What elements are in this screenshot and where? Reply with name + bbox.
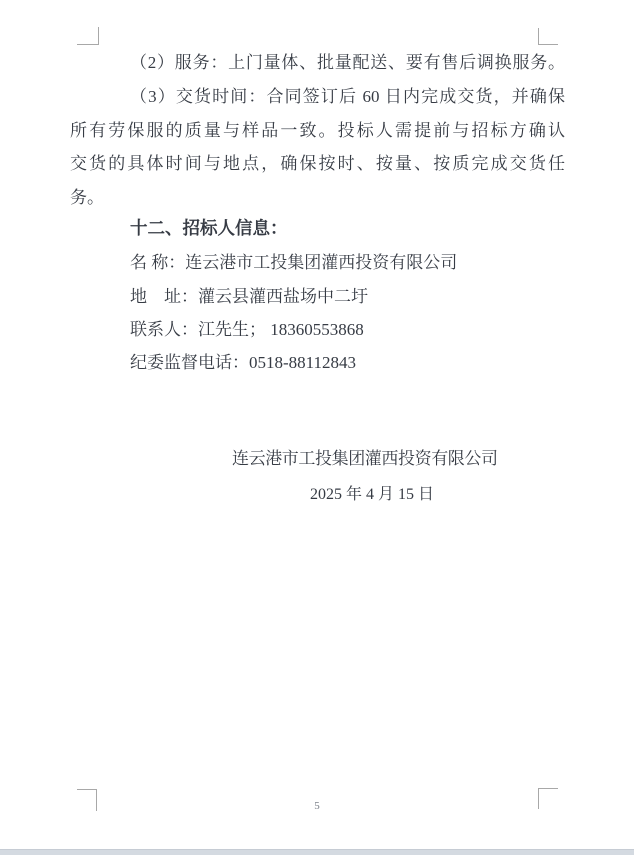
- supervise-phone-line: 纪委监督电话：0518-88112843: [130, 353, 357, 372]
- bottom-edge-strip: [0, 849, 634, 855]
- section-heading-bidder-info: 十二、招标人信息：: [130, 218, 288, 238]
- bidder-address-line: 地 址：灌云县灌西盐场中二圩: [130, 287, 368, 306]
- paragraph-delivery-line4: 务。: [70, 188, 104, 207]
- paragraph-delivery-line2: 所有劳保服的质量与样品一致。投标人需提前与招标方确认: [70, 121, 565, 140]
- paragraph-service: （2）服务：上门量体、批量配送、要有售后调换服务。: [130, 53, 565, 72]
- margin-mark-top-right: [538, 28, 558, 45]
- bidder-name-line: 名 称：连云港市工投集团灌西投资有限公司: [130, 253, 458, 272]
- paragraph-delivery-line3: 交货的具体时间与地点，确保按时、按量、按质完成交货任: [70, 154, 565, 173]
- bidder-contact-line: 联系人：江先生； 18360553868: [130, 320, 364, 339]
- signature-company-name: 连云港市工投集团灌西投资有限公司: [232, 449, 498, 468]
- margin-mark-top-left: [77, 27, 99, 45]
- signature-date: 2025 年 4 月 15 日: [310, 486, 435, 503]
- paragraph-delivery-line1: （3）交货时间：合同签订后 60 日内完成交货，并确保: [130, 87, 565, 106]
- page-number: 5: [314, 800, 320, 812]
